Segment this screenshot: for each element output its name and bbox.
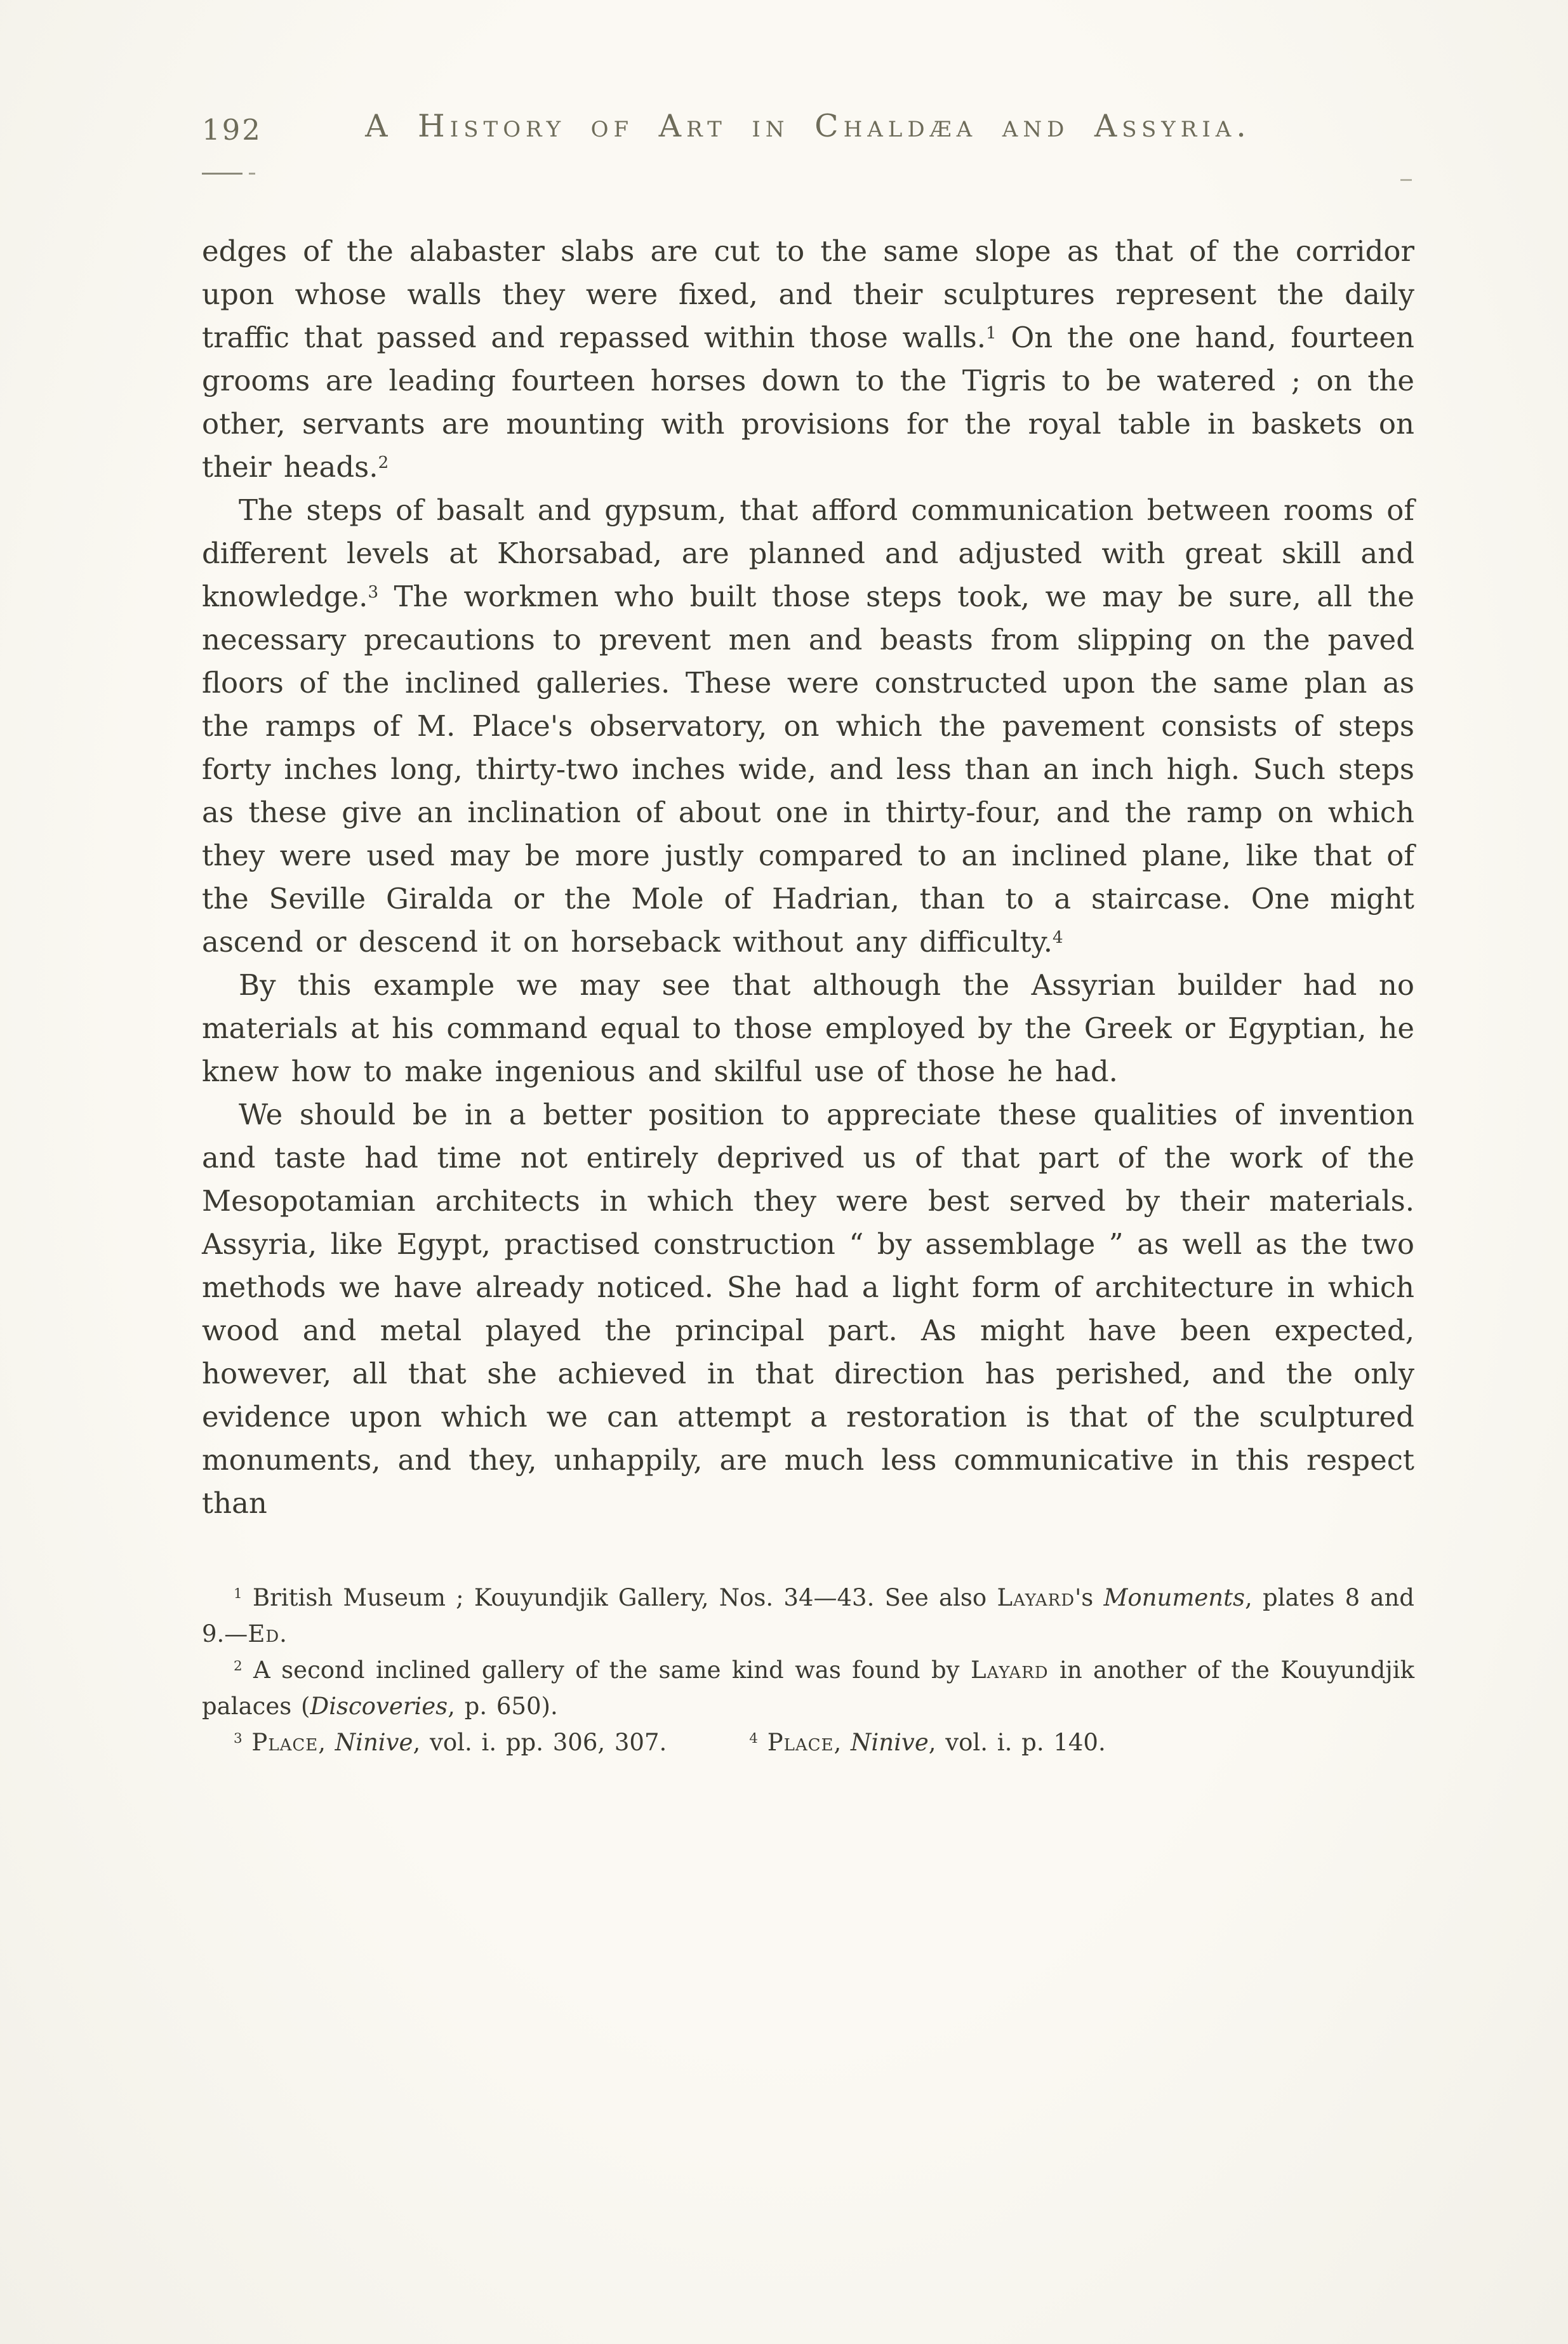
text-run: , xyxy=(318,1729,335,1756)
body-text xyxy=(202,230,1414,1525)
header-rule-left xyxy=(202,173,243,175)
paragraph-2 xyxy=(202,489,1414,964)
text-run: 's xyxy=(1075,1584,1104,1611)
header-rule-right xyxy=(1400,179,1412,181)
text-run: , p. 650). xyxy=(448,1693,558,1720)
header-rule-row xyxy=(202,149,1414,230)
text-run: , vol. i. pp. 306, 307. xyxy=(413,1729,667,1756)
text-run: Discoveries xyxy=(310,1693,448,1720)
text-run: in another of the Kouyundjik palaces ( xyxy=(202,1656,1414,1720)
text-run: By this example we may see that although the Assyrian builder had no materials at his command equal to those employed by the Greek or Egyptian, he knew how to make ingenious and skilful use of those he had. xyxy=(202,968,1414,1088)
page-header xyxy=(202,108,1414,149)
text-run: A second inclined gallery of the same kind was found by xyxy=(242,1656,971,1684)
text-run: Ninive xyxy=(851,1729,929,1756)
text-run: Layard xyxy=(997,1584,1075,1611)
text-run: On the one hand, fourteen grooms are leading fourteen horses down to the Tigris to be watered ; on the other, servants are mounting with provisions for the royal table in baskets on their heads. xyxy=(202,321,1414,484)
text-run: , xyxy=(834,1729,851,1756)
text-run: Place xyxy=(767,1729,834,1756)
text-run: Ed xyxy=(248,1620,280,1648)
paragraph-3 xyxy=(202,964,1414,1093)
footnote-marker: 3 xyxy=(234,1731,243,1747)
text-run: The steps of basalt and gypsum, that afford communication between rooms of different levels at Khorsabad, are planned and adjusted with great skill and knowledge. xyxy=(202,493,1414,613)
text-run: edges of the alabaster slabs are cut to the same slope as that of the corridor upon whose walls they were fixed, and their sculptures represent the daily traffic that passed and repassed within those walls. xyxy=(202,234,1414,354)
header-rule-left-small xyxy=(249,173,255,175)
footnote-marker: 3 xyxy=(368,582,379,602)
text-run: We should be in a better position to appreciate these qualities of invention and taste had time not entirely deprived us of that part of the work of the Mesopotamian architects in which they were best served by their materials. Assyria, like Egypt, practised construction “ by assemblage ” as well as the two methods we have already noticed. She had a light form of architecture in which wood and metal played the principal part. As might have been expected, however, all that she achieved in that direction has perished, and the only evidence upon which we can attempt a restoration is that of the sculptured monuments, and they, unhappily, are much less communicative in this respect than xyxy=(202,1098,1414,1520)
footnote-marker: 1 xyxy=(234,1586,243,1602)
text-run xyxy=(758,1729,767,1756)
footnote-marker: 4 xyxy=(749,1731,758,1747)
text-run: Place xyxy=(251,1729,319,1756)
paragraph-4 xyxy=(202,1093,1414,1525)
text-run: , vol. i. p. 140. xyxy=(928,1729,1106,1756)
text-run: The workmen who built those steps took, we may be sure, all the necessary precautions to prevent men and beasts from slipping on the paved floors of the inclined galleries. These were constructed upon the same plan as the ramps of M. Place's observatory, on which the pavement consists of steps forty inches long, thirty-two inches wide, and less than an inch high. Such steps as these give an inclination of about one in thirty-four, and the ramp on which they were used may be more justly compared to an inclined plane, like that of the Seville Giralda or the Mole of Hadrian, than to a staircase. One might ascend or descend it on horseback without any difficulty. xyxy=(202,580,1414,959)
footnote-marker: 1 xyxy=(986,323,997,343)
text-run: Monuments xyxy=(1103,1584,1245,1611)
text-run: British Museum ; Kouyundjik Gallery, Nos. 34—43. See also xyxy=(242,1584,997,1611)
text-run: , plates 8 and 9.— xyxy=(202,1584,1414,1648)
text-run: Layard xyxy=(970,1656,1049,1684)
footnote-marker: 4 xyxy=(1053,928,1063,947)
running-title: A History of Art in Chaldæa and Assyria. xyxy=(365,108,1251,144)
page-number: 192 xyxy=(202,113,262,147)
paragraph-1 xyxy=(202,230,1414,489)
footnote-2 xyxy=(202,1652,1414,1724)
footnote-marker: 2 xyxy=(234,1658,243,1675)
footnote-1 xyxy=(202,1580,1414,1652)
text-run: Ninive xyxy=(335,1729,413,1756)
footnotes xyxy=(202,1580,1414,1761)
footnote-marker: 2 xyxy=(378,453,389,472)
footnote-3 xyxy=(202,1724,1414,1761)
text-run xyxy=(243,1729,252,1756)
text-run: . xyxy=(279,1620,287,1648)
